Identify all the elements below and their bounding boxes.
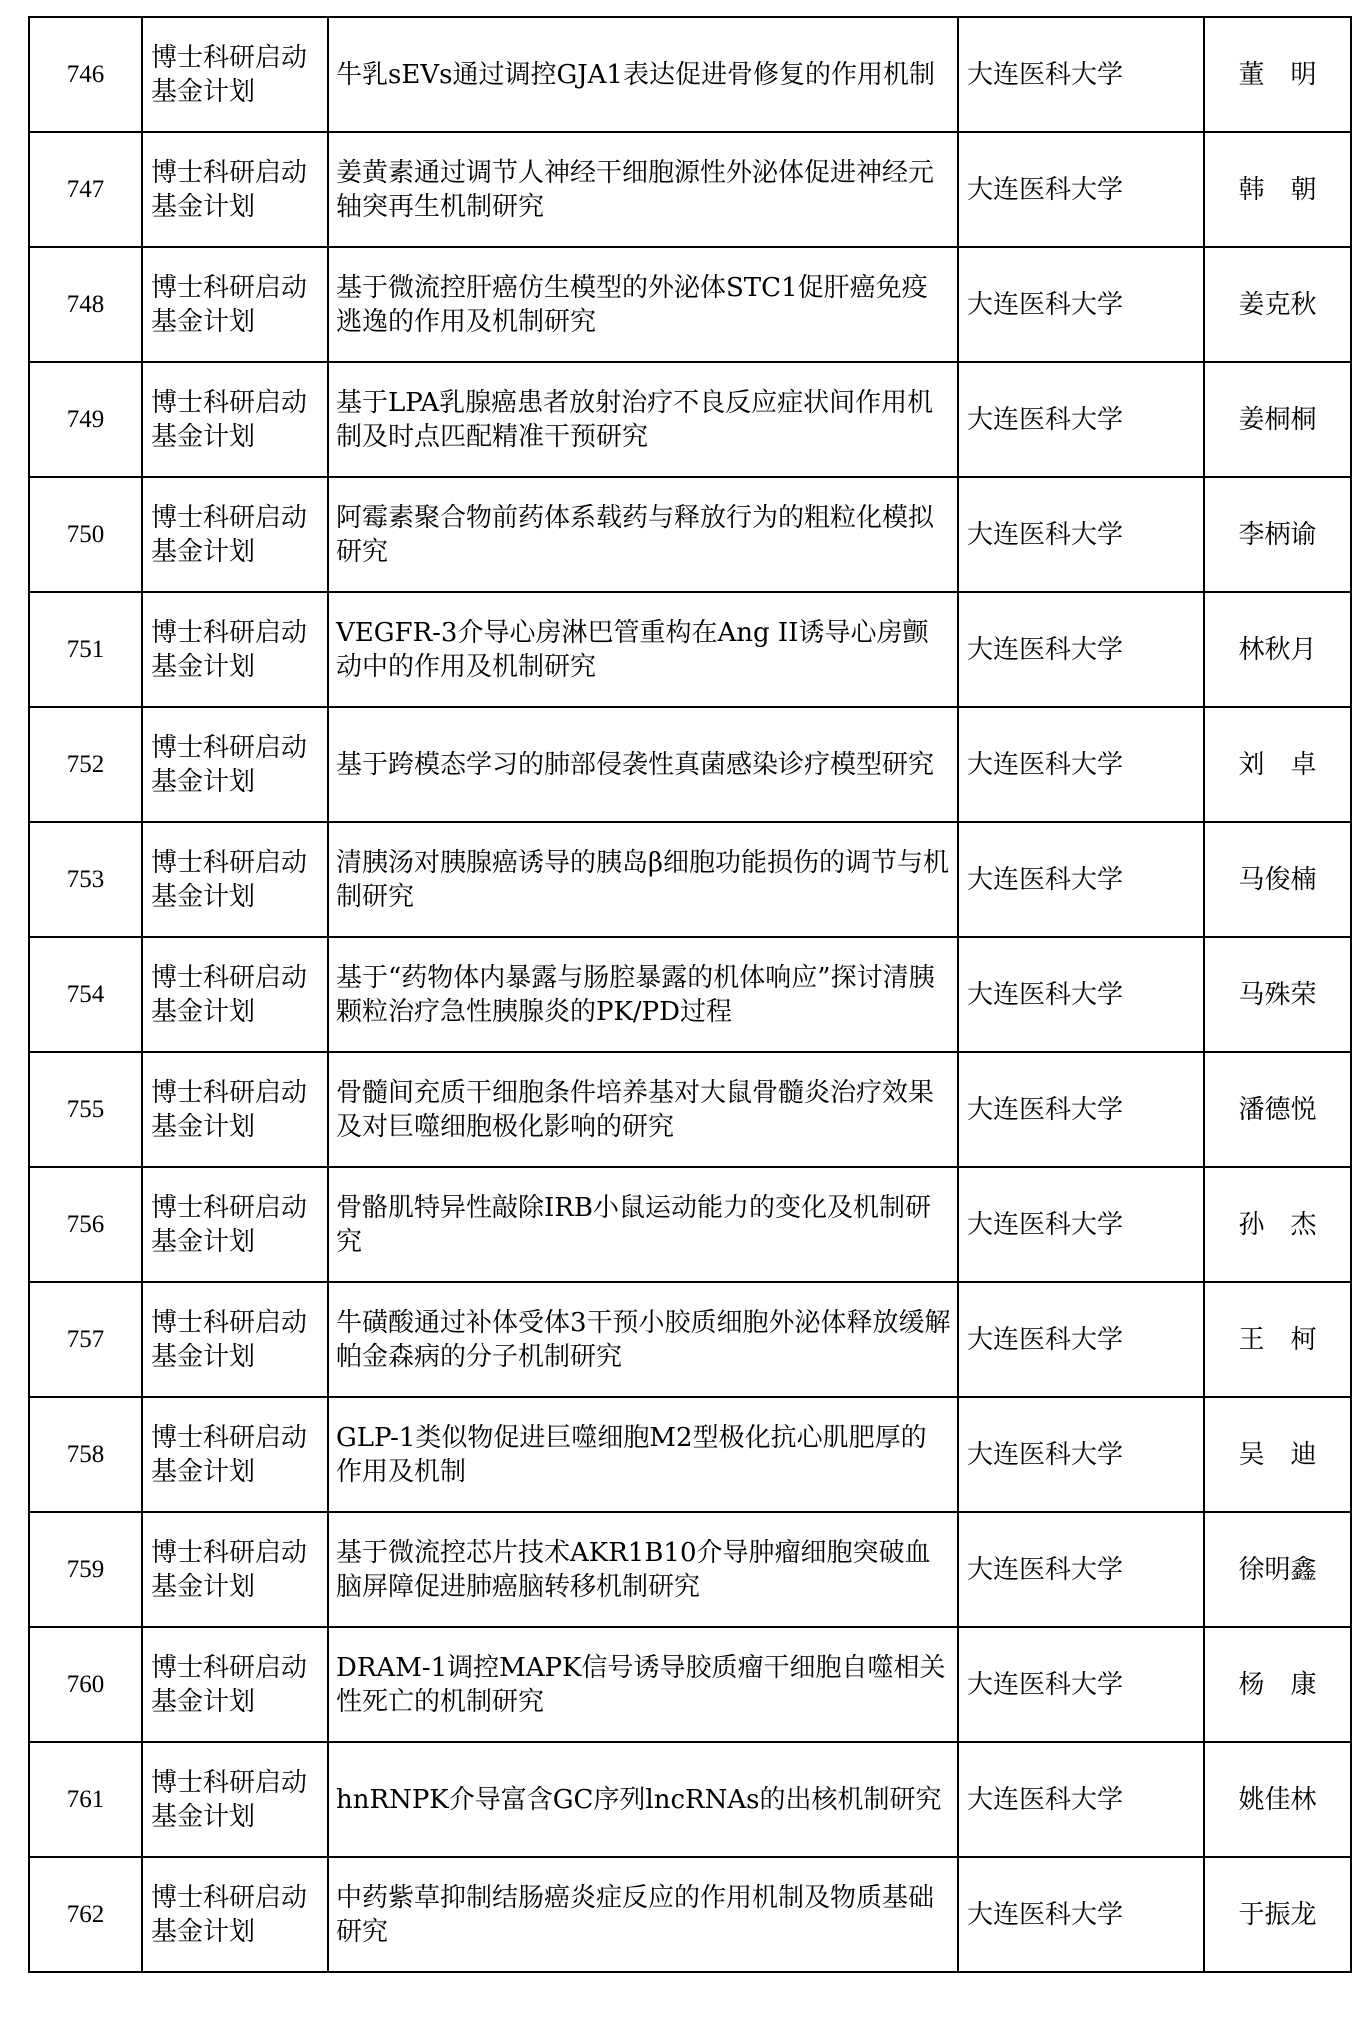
institution-name: 大连医科大学 [958,1627,1204,1742]
row-number: 757 [29,1282,142,1397]
grant-list-table [28,16,1352,1973]
row-number: 753 [29,822,142,937]
program-name: 博士科研启动基金计划 [142,1512,328,1627]
project-title: 基于跨模态学习的肺部侵袭性真菌感染诊疗模型研究 [328,707,958,822]
row-number: 752 [29,707,142,822]
row-number: 758 [29,1397,142,1512]
program-name: 博士科研启动基金计划 [142,477,328,592]
institution-name: 大连医科大学 [958,17,1204,132]
project-title: 骨髓间充质干细胞条件培养基对大鼠骨髓炎治疗效果及对巨噬细胞极化影响的研究 [328,1052,958,1167]
institution-name: 大连医科大学 [958,132,1204,247]
program-name: 博士科研启动基金计划 [142,1282,328,1397]
program-name: 博士科研启动基金计划 [142,17,328,132]
row-number: 754 [29,937,142,1052]
project-title: DRAM-1调控MAPK信号诱导胶质瘤干细胞自噬相关性死亡的机制研究 [328,1627,958,1742]
project-title: 基于“药物体内暴露与肠腔暴露的机体响应”探讨清胰颗粒治疗急性胰腺炎的PK/PD过程 [328,937,958,1052]
institution-name: 大连医科大学 [958,1857,1204,1972]
institution-name: 大连医科大学 [958,822,1204,937]
project-title: hnRNPK介导富含GC序列lncRNAs的出核机制研究 [328,1742,958,1857]
project-title: 阿霉素聚合物前药体系载药与释放行为的粗粒化模拟研究 [328,477,958,592]
row-number: 748 [29,247,142,362]
table-row [29,1282,1351,1397]
program-name: 博士科研启动基金计划 [142,1857,328,1972]
table-row [29,17,1351,132]
researcher-name: 姜克秋 [1204,247,1351,362]
researcher-name: 韩 朝 [1204,132,1351,247]
project-title: VEGFR-3介导心房淋巴管重构在Ang II诱导心房颤动中的作用及机制研究 [328,592,958,707]
program-name: 博士科研启动基金计划 [142,1052,328,1167]
program-name: 博士科研启动基金计划 [142,937,328,1052]
table-row [29,1742,1351,1857]
institution-name: 大连医科大学 [958,1742,1204,1857]
institution-name: 大连医科大学 [958,1512,1204,1627]
institution-name: 大连医科大学 [958,707,1204,822]
table-row [29,1052,1351,1167]
researcher-name: 李柄谕 [1204,477,1351,592]
program-name: 博士科研启动基金计划 [142,1627,328,1742]
project-title: 牛乳sEVs通过调控GJA1表达促进骨修复的作用机制 [328,17,958,132]
institution-name: 大连医科大学 [958,362,1204,477]
program-name: 博士科研启动基金计划 [142,132,328,247]
institution-name: 大连医科大学 [958,247,1204,362]
program-name: 博士科研启动基金计划 [142,1742,328,1857]
program-name: 博士科研启动基金计划 [142,707,328,822]
institution-name: 大连医科大学 [958,1052,1204,1167]
program-name: 博士科研启动基金计划 [142,822,328,937]
project-title: 清胰汤对胰腺癌诱导的胰岛β细胞功能损伤的调节与机制研究 [328,822,958,937]
researcher-name: 姜桐桐 [1204,362,1351,477]
table-row [29,477,1351,592]
row-number: 760 [29,1627,142,1742]
row-number: 751 [29,592,142,707]
institution-name: 大连医科大学 [958,1282,1204,1397]
table-row [29,707,1351,822]
row-number: 755 [29,1052,142,1167]
researcher-name: 杨 康 [1204,1627,1351,1742]
table-row [29,937,1351,1052]
table-row [29,1627,1351,1742]
program-name: 博士科研启动基金计划 [142,1167,328,1282]
researcher-name: 孙 杰 [1204,1167,1351,1282]
row-number: 749 [29,362,142,477]
table-row [29,132,1351,247]
project-title: 骨骼肌特异性敲除IRB小鼠运动能力的变化及机制研究 [328,1167,958,1282]
researcher-name: 潘德悦 [1204,1052,1351,1167]
table-row [29,822,1351,937]
institution-name: 大连医科大学 [958,592,1204,707]
table-row [29,1397,1351,1512]
table-row [29,247,1351,362]
project-title: 姜黄素通过调节人神经干细胞源性外泌体促进神经元轴突再生机制研究 [328,132,958,247]
table-row [29,362,1351,477]
institution-name: 大连医科大学 [958,477,1204,592]
project-title: 基于LPA乳腺癌患者放射治疗不良反应症状间作用机制及时点匹配精准干预研究 [328,362,958,477]
table-row [29,592,1351,707]
institution-name: 大连医科大学 [958,1167,1204,1282]
table-row [29,1857,1351,1972]
institution-name: 大连医科大学 [958,1397,1204,1512]
table-row [29,1167,1351,1282]
researcher-name: 于振龙 [1204,1857,1351,1972]
program-name: 博士科研启动基金计划 [142,362,328,477]
program-name: 博士科研启动基金计划 [142,592,328,707]
researcher-name: 林秋月 [1204,592,1351,707]
table-body [29,17,1351,1972]
program-name: 博士科研启动基金计划 [142,1397,328,1512]
program-name: 博士科研启动基金计划 [142,247,328,362]
row-number: 761 [29,1742,142,1857]
institution-name: 大连医科大学 [958,937,1204,1052]
researcher-name: 王 柯 [1204,1282,1351,1397]
project-title: 中药紫草抑制结肠癌炎症反应的作用机制及物质基础研究 [328,1857,958,1972]
row-number: 747 [29,132,142,247]
researcher-name: 董 明 [1204,17,1351,132]
row-number: 756 [29,1167,142,1282]
project-title: 基于微流控肝癌仿生模型的外泌体STC1促肝癌免疫逃逸的作用及机制研究 [328,247,958,362]
row-number: 759 [29,1512,142,1627]
row-number: 746 [29,17,142,132]
researcher-name: 马殊荣 [1204,937,1351,1052]
project-title: 牛磺酸通过补体受体3干预小胶质细胞外泌体释放缓解帕金森病的分子机制研究 [328,1282,958,1397]
project-title: 基于微流控芯片技术AKR1B10介导肿瘤细胞突破血脑屏障促进肺癌脑转移机制研究 [328,1512,958,1627]
row-number: 762 [29,1857,142,1972]
researcher-name: 姚佳林 [1204,1742,1351,1857]
project-title: GLP-1类似物促进巨噬细胞M2型极化抗心肌肥厚的作用及机制 [328,1397,958,1512]
researcher-name: 吴 迪 [1204,1397,1351,1512]
researcher-name: 刘 卓 [1204,707,1351,822]
researcher-name: 马俊楠 [1204,822,1351,937]
row-number: 750 [29,477,142,592]
table-row [29,1512,1351,1627]
researcher-name: 徐明鑫 [1204,1512,1351,1627]
